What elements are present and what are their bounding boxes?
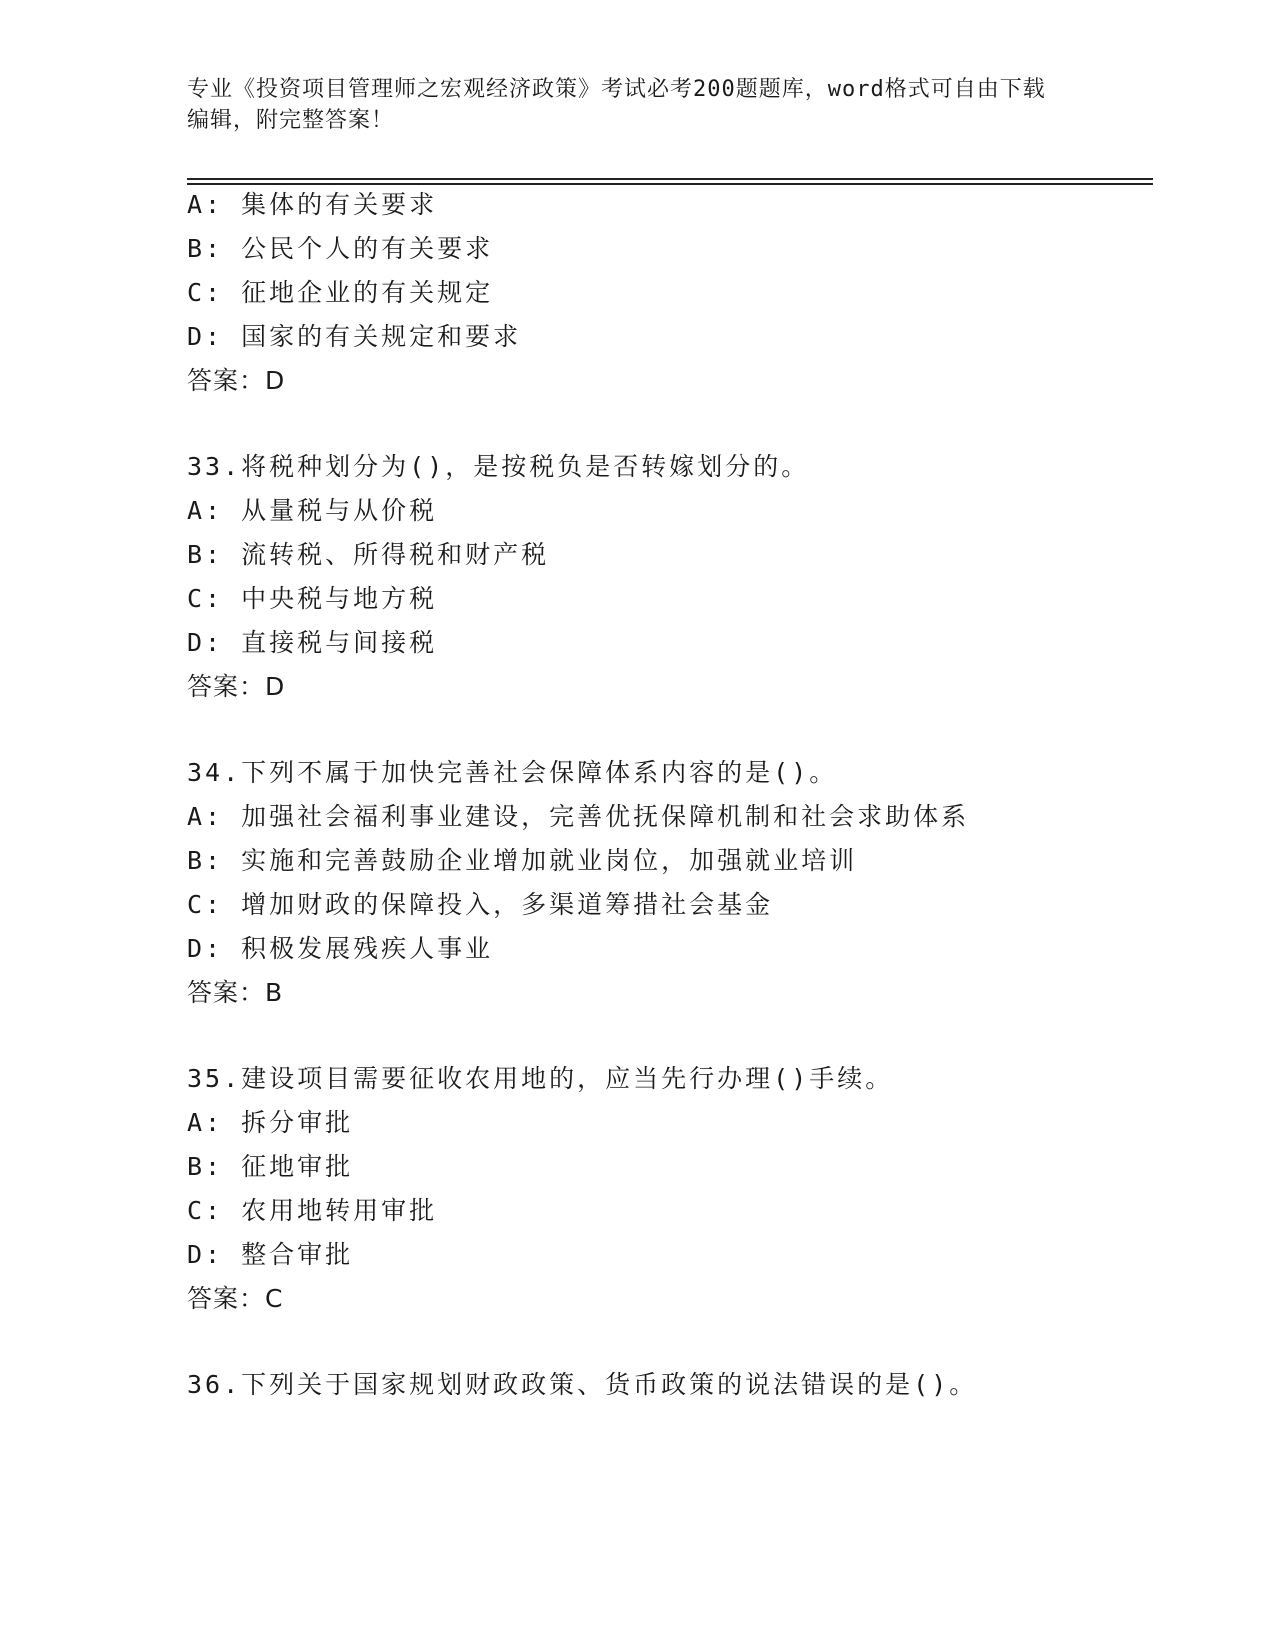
document-header: 专业《投资项目管理师之宏观经济政策》考试必考200题题库，word格式可自由下载编辑，附完整答案！ [187, 77, 1046, 133]
question-33: 33.将税种划分为()，是按税负是否转嫁划分的。 [187, 452, 810, 481]
answer-line: 答案：C [187, 1284, 284, 1313]
option-a: A: 拆分审批 [187, 1108, 354, 1137]
option-d: D: 直接税与间接税 [187, 628, 438, 657]
answer-line: 答案：B [187, 978, 284, 1007]
option-a: A: 从量税与从价税 [187, 496, 438, 525]
option-a: A: 集体的有关要求 [187, 190, 438, 219]
question-36: 36.下列关于国家规划财政政策、货币政策的说法错误的是()。 [187, 1370, 978, 1399]
option-d: D: 积极发展残疾人事业 [187, 934, 494, 963]
option-c: C: 征地企业的有关规定 [187, 278, 494, 307]
option-c: C: 农用地转用审批 [187, 1196, 438, 1225]
option-c: C: 中央税与地方税 [187, 584, 438, 613]
option-b: B: 公民个人的有关要求 [187, 234, 494, 263]
answer-line: 答案：D [187, 672, 286, 701]
option-b: B: 实施和完善鼓励企业增加就业岗位，加强就业培训 [187, 846, 858, 875]
option-d: D: 整合审批 [187, 1240, 354, 1269]
option-d: D: 国家的有关规定和要求 [187, 322, 522, 351]
option-b: B: 征地审批 [187, 1152, 354, 1181]
answer-line: 答案：D [187, 366, 286, 395]
question-35: 35.建设项目需要征收农用地的，应当先行办理()手续。 [187, 1064, 894, 1093]
option-c: C: 增加财政的保障投入，多渠道筹措社会基金 [187, 890, 774, 919]
option-a: A: 加强社会福利事业建设，完善优抚保障机制和社会求助体系 [187, 802, 970, 831]
header-rule-bottom [187, 183, 1153, 185]
option-b: B: 流转税、所得税和财产税 [187, 540, 550, 569]
question-34: 34.下列不属于加快完善社会保障体系内容的是()。 [187, 758, 838, 787]
header-rule-top [187, 178, 1153, 180]
